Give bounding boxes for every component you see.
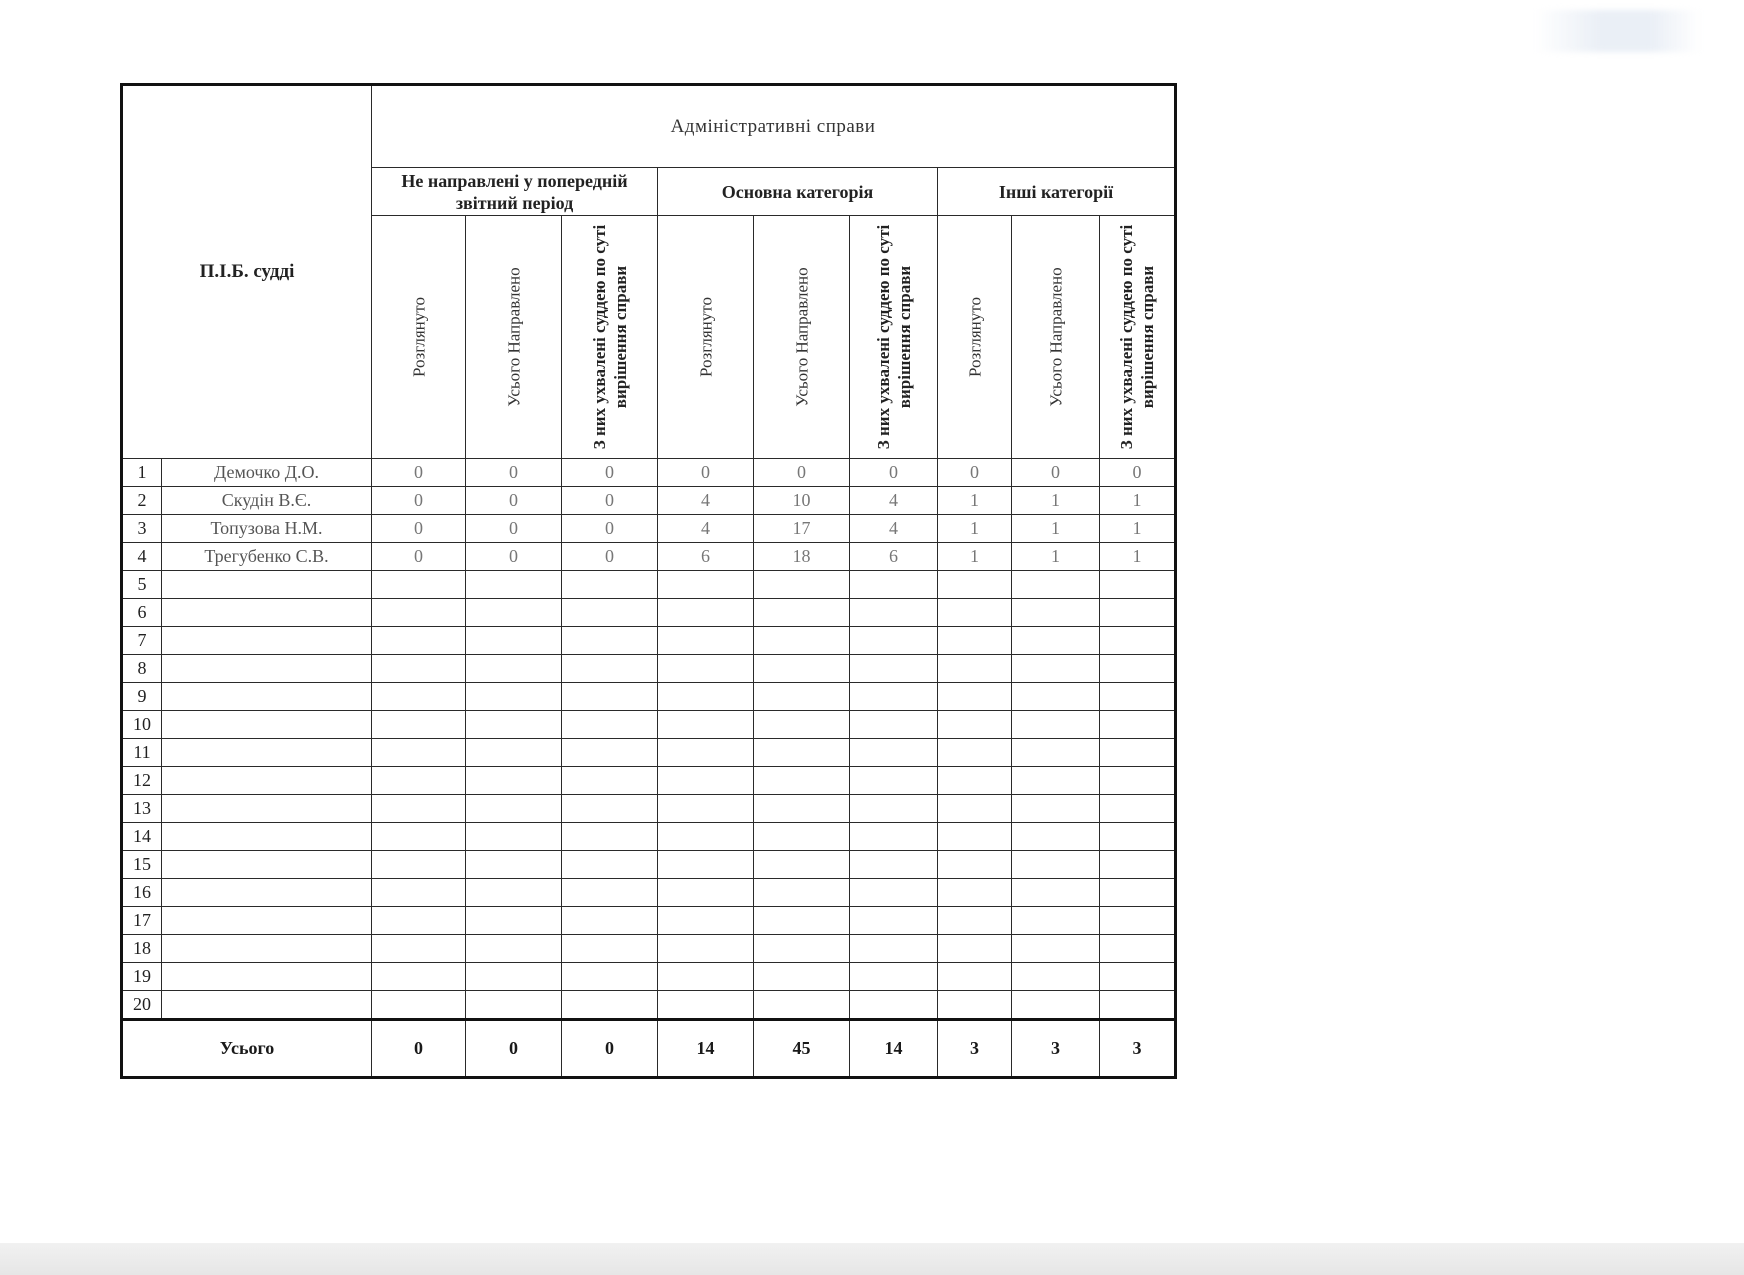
column-header-label: Розглянуто xyxy=(696,297,716,377)
value-cell: 6 xyxy=(850,543,938,571)
value-cell xyxy=(1012,655,1100,683)
row-number: 19 xyxy=(122,963,162,991)
value-cell xyxy=(562,907,658,935)
value-cell xyxy=(466,711,562,739)
value-cell: 1 xyxy=(1012,543,1100,571)
judge-name-cell xyxy=(162,767,372,795)
judge-name-cell xyxy=(162,571,372,599)
value-cell xyxy=(562,739,658,767)
value-cell xyxy=(1012,767,1100,795)
judge-name-cell xyxy=(162,935,372,963)
column-header xyxy=(562,216,658,459)
value-cell xyxy=(562,879,658,907)
table-row xyxy=(122,515,1176,543)
total-row xyxy=(122,1020,1176,1078)
row-number: 16 xyxy=(122,879,162,907)
table-row xyxy=(122,739,1176,767)
value-cell xyxy=(658,599,754,627)
value-cell xyxy=(938,683,1012,711)
value-cell: 0 xyxy=(372,459,466,487)
value-cell: 0 xyxy=(1100,459,1176,487)
value-cell xyxy=(850,823,938,851)
value-cell xyxy=(850,571,938,599)
value-cell xyxy=(562,795,658,823)
value-cell xyxy=(850,907,938,935)
table-row xyxy=(122,543,1176,571)
value-cell xyxy=(562,571,658,599)
value-cell xyxy=(466,683,562,711)
value-cell xyxy=(562,655,658,683)
table-row xyxy=(122,683,1176,711)
value-cell xyxy=(850,795,938,823)
table-row xyxy=(122,963,1176,991)
judge-name-cell: Трегубенко С.В. xyxy=(162,543,372,571)
value-cell xyxy=(754,851,850,879)
row-number: 11 xyxy=(122,739,162,767)
value-cell xyxy=(1012,627,1100,655)
row-number: 8 xyxy=(122,655,162,683)
row-number: 14 xyxy=(122,823,162,851)
table-row xyxy=(122,599,1176,627)
judge-name-cell: Скудін В.Є. xyxy=(162,487,372,515)
value-cell: 0 xyxy=(1012,459,1100,487)
value-cell xyxy=(938,963,1012,991)
value-cell xyxy=(658,851,754,879)
value-cell xyxy=(372,823,466,851)
column-header xyxy=(1012,216,1100,459)
column-header-label: З них ухвалені суддею по суті вирішення справи xyxy=(589,224,630,450)
value-cell xyxy=(1100,599,1176,627)
value-cell xyxy=(658,683,754,711)
total-value-cell: 3 xyxy=(1012,1020,1100,1078)
value-cell xyxy=(754,963,850,991)
value-cell: 18 xyxy=(754,543,850,571)
row-number: 12 xyxy=(122,767,162,795)
value-cell xyxy=(1100,655,1176,683)
table-row xyxy=(122,935,1176,963)
value-cell xyxy=(938,823,1012,851)
column-header-label: Усього Направлено xyxy=(504,267,524,407)
total-value-cell: 14 xyxy=(658,1020,754,1078)
row-number: 4 xyxy=(122,543,162,571)
table-row xyxy=(122,711,1176,739)
value-cell xyxy=(1100,963,1176,991)
value-cell xyxy=(754,879,850,907)
value-cell xyxy=(754,795,850,823)
value-cell xyxy=(466,767,562,795)
value-cell xyxy=(1100,907,1176,935)
judge-name-header: П.І.Б. судді xyxy=(122,85,372,459)
row-number: 18 xyxy=(122,935,162,963)
value-cell xyxy=(658,879,754,907)
value-cell xyxy=(938,879,1012,907)
total-value-cell: 45 xyxy=(754,1020,850,1078)
value-cell xyxy=(1012,823,1100,851)
value-cell: 0 xyxy=(562,487,658,515)
value-cell: 1 xyxy=(938,543,1012,571)
value-cell xyxy=(466,879,562,907)
value-cell xyxy=(658,823,754,851)
value-cell xyxy=(562,627,658,655)
value-cell xyxy=(658,991,754,1020)
value-cell xyxy=(562,683,658,711)
value-cell xyxy=(658,655,754,683)
value-cell xyxy=(372,655,466,683)
judge-name-cell xyxy=(162,711,372,739)
value-cell xyxy=(562,823,658,851)
value-cell xyxy=(372,571,466,599)
value-cell xyxy=(658,711,754,739)
value-cell: 0 xyxy=(466,515,562,543)
value-cell: 0 xyxy=(938,459,1012,487)
value-cell xyxy=(938,627,1012,655)
value-cell xyxy=(372,627,466,655)
value-cell xyxy=(372,879,466,907)
row-number: 9 xyxy=(122,683,162,711)
value-cell xyxy=(1012,907,1100,935)
value-cell: 1 xyxy=(938,487,1012,515)
value-cell xyxy=(938,739,1012,767)
value-cell xyxy=(938,655,1012,683)
value-cell xyxy=(658,935,754,963)
value-cell xyxy=(850,683,938,711)
value-cell: 0 xyxy=(466,459,562,487)
value-cell xyxy=(1100,739,1176,767)
value-cell: 17 xyxy=(754,515,850,543)
value-cell xyxy=(562,599,658,627)
table-row xyxy=(122,907,1176,935)
value-cell xyxy=(850,991,938,1020)
value-cell xyxy=(938,711,1012,739)
value-cell xyxy=(1012,795,1100,823)
row-number: 13 xyxy=(122,795,162,823)
value-cell xyxy=(850,739,938,767)
table-row xyxy=(122,879,1176,907)
column-header xyxy=(754,216,850,459)
judge-name-cell xyxy=(162,627,372,655)
value-cell xyxy=(754,991,850,1020)
value-cell: 1 xyxy=(1100,543,1176,571)
value-cell xyxy=(372,599,466,627)
table-row xyxy=(122,823,1176,851)
value-cell xyxy=(372,991,466,1020)
value-cell: 4 xyxy=(850,487,938,515)
value-cell xyxy=(372,767,466,795)
value-cell: 4 xyxy=(658,515,754,543)
value-cell xyxy=(1012,851,1100,879)
value-cell xyxy=(658,767,754,795)
value-cell xyxy=(754,935,850,963)
value-cell xyxy=(938,991,1012,1020)
total-value-cell: 0 xyxy=(466,1020,562,1078)
value-cell xyxy=(562,851,658,879)
value-cell xyxy=(850,963,938,991)
value-cell xyxy=(372,907,466,935)
total-label: Усього xyxy=(122,1020,372,1078)
row-number: 3 xyxy=(122,515,162,543)
table-row xyxy=(122,459,1176,487)
value-cell xyxy=(1100,795,1176,823)
value-cell xyxy=(1100,767,1176,795)
column-header-label: Усього Направлено xyxy=(792,267,812,407)
column-header-label: З них ухвалені суддею по суті вирішення справи xyxy=(1117,224,1158,450)
value-cell xyxy=(1100,711,1176,739)
value-cell: 0 xyxy=(372,487,466,515)
column-header xyxy=(1100,216,1176,459)
value-cell xyxy=(754,599,850,627)
column-header xyxy=(658,216,754,459)
value-cell xyxy=(1100,823,1176,851)
value-cell xyxy=(938,795,1012,823)
value-cell xyxy=(850,655,938,683)
value-cell xyxy=(1012,683,1100,711)
value-cell: 4 xyxy=(658,487,754,515)
value-cell xyxy=(850,879,938,907)
group-header-other-categories: Інші категорії xyxy=(938,168,1176,216)
value-cell xyxy=(658,571,754,599)
row-number: 6 xyxy=(122,599,162,627)
value-cell xyxy=(562,935,658,963)
value-cell xyxy=(466,627,562,655)
value-cell xyxy=(754,739,850,767)
value-cell xyxy=(754,907,850,935)
value-cell xyxy=(466,571,562,599)
row-number: 5 xyxy=(122,571,162,599)
value-cell xyxy=(938,599,1012,627)
value-cell xyxy=(1100,991,1176,1020)
total-value-cell: 3 xyxy=(1100,1020,1176,1078)
value-cell xyxy=(466,655,562,683)
header-row-title xyxy=(122,85,1176,168)
value-cell xyxy=(658,627,754,655)
value-cell: 0 xyxy=(658,459,754,487)
value-cell: 0 xyxy=(466,487,562,515)
value-cell xyxy=(1012,599,1100,627)
value-cell: 1 xyxy=(1012,487,1100,515)
value-cell xyxy=(466,991,562,1020)
judge-name-cell: Топузова Н.М. xyxy=(162,515,372,543)
value-cell xyxy=(1012,963,1100,991)
value-cell xyxy=(850,711,938,739)
value-cell: 10 xyxy=(754,487,850,515)
value-cell: 0 xyxy=(466,543,562,571)
row-number: 20 xyxy=(122,991,162,1020)
value-cell xyxy=(754,823,850,851)
value-cell: 0 xyxy=(372,515,466,543)
value-cell: 1 xyxy=(1100,515,1176,543)
value-cell xyxy=(466,907,562,935)
value-cell xyxy=(938,851,1012,879)
value-cell xyxy=(372,963,466,991)
scan-smudge xyxy=(1535,10,1700,52)
value-cell xyxy=(938,767,1012,795)
table-row xyxy=(122,655,1176,683)
value-cell: 0 xyxy=(850,459,938,487)
scan-edge xyxy=(0,1243,1744,1275)
table-row xyxy=(122,627,1176,655)
value-cell xyxy=(466,963,562,991)
column-header xyxy=(850,216,938,459)
row-number: 7 xyxy=(122,627,162,655)
judge-name-cell xyxy=(162,599,372,627)
judge-name-cell xyxy=(162,655,372,683)
value-cell xyxy=(372,795,466,823)
judge-name-cell xyxy=(162,991,372,1020)
row-number: 2 xyxy=(122,487,162,515)
row-number: 15 xyxy=(122,851,162,879)
total-value-cell: 3 xyxy=(938,1020,1012,1078)
column-header-label: Розглянуто xyxy=(965,297,985,377)
judge-name-cell xyxy=(162,823,372,851)
column-header-label: Усього Направлено xyxy=(1046,267,1066,407)
value-cell xyxy=(1012,739,1100,767)
value-cell xyxy=(754,711,850,739)
value-cell xyxy=(754,627,850,655)
value-cell xyxy=(1012,571,1100,599)
value-cell xyxy=(372,935,466,963)
value-cell xyxy=(562,991,658,1020)
value-cell xyxy=(466,599,562,627)
judge-name-cell xyxy=(162,907,372,935)
judge-name-cell xyxy=(162,795,372,823)
value-cell: 0 xyxy=(562,459,658,487)
value-cell xyxy=(372,851,466,879)
value-cell xyxy=(562,767,658,795)
value-cell xyxy=(1100,935,1176,963)
value-cell xyxy=(466,935,562,963)
value-cell: 0 xyxy=(754,459,850,487)
value-cell xyxy=(372,683,466,711)
value-cell xyxy=(562,963,658,991)
value-cell: 1 xyxy=(1100,487,1176,515)
value-cell xyxy=(1100,627,1176,655)
value-cell xyxy=(938,907,1012,935)
value-cell xyxy=(850,767,938,795)
value-cell: 4 xyxy=(850,515,938,543)
column-header xyxy=(938,216,1012,459)
value-cell xyxy=(1100,879,1176,907)
judge-name-cell xyxy=(162,683,372,711)
value-cell xyxy=(1012,879,1100,907)
row-number: 10 xyxy=(122,711,162,739)
judge-name-cell xyxy=(162,879,372,907)
judges-report-table xyxy=(120,83,1177,1079)
value-cell xyxy=(658,795,754,823)
value-cell: 0 xyxy=(562,515,658,543)
value-cell xyxy=(466,823,562,851)
value-cell: 0 xyxy=(562,543,658,571)
table-row xyxy=(122,851,1176,879)
value-cell xyxy=(850,627,938,655)
group-header-not-sent: Не направлені у попередній звітний період xyxy=(372,168,658,216)
total-value-cell: 0 xyxy=(372,1020,466,1078)
judge-name-cell xyxy=(162,963,372,991)
column-header-label: З них ухвалені суддею по суті вирішення справи xyxy=(873,224,914,450)
value-cell xyxy=(1012,991,1100,1020)
value-cell xyxy=(562,711,658,739)
value-cell xyxy=(658,963,754,991)
table-row xyxy=(122,991,1176,1020)
value-cell xyxy=(754,767,850,795)
value-cell xyxy=(754,571,850,599)
value-cell xyxy=(850,935,938,963)
value-cell xyxy=(466,739,562,767)
value-cell xyxy=(938,935,1012,963)
value-cell xyxy=(372,739,466,767)
value-cell xyxy=(466,795,562,823)
value-cell: 1 xyxy=(938,515,1012,543)
value-cell xyxy=(754,683,850,711)
value-cell: 0 xyxy=(372,543,466,571)
value-cell xyxy=(850,599,938,627)
judge-name-cell xyxy=(162,851,372,879)
value-cell xyxy=(1100,683,1176,711)
row-number: 17 xyxy=(122,907,162,935)
judge-name-cell: Демочко Д.О. xyxy=(162,459,372,487)
value-cell xyxy=(1100,851,1176,879)
total-value-cell: 14 xyxy=(850,1020,938,1078)
value-cell xyxy=(1012,935,1100,963)
value-cell xyxy=(658,739,754,767)
table-row xyxy=(122,795,1176,823)
value-cell xyxy=(1100,571,1176,599)
value-cell xyxy=(372,711,466,739)
value-cell xyxy=(466,851,562,879)
table-row xyxy=(122,571,1176,599)
value-cell: 6 xyxy=(658,543,754,571)
column-header xyxy=(372,216,466,459)
table-row xyxy=(122,767,1176,795)
table-row xyxy=(122,487,1176,515)
column-header xyxy=(466,216,562,459)
row-number: 1 xyxy=(122,459,162,487)
value-cell xyxy=(1012,711,1100,739)
column-header-label: Розглянуто xyxy=(409,297,429,377)
value-cell xyxy=(658,907,754,935)
total-value-cell: 0 xyxy=(562,1020,658,1078)
group-header-main-category: Основна категорія xyxy=(658,168,938,216)
judge-name-cell xyxy=(162,739,372,767)
value-cell xyxy=(938,571,1012,599)
value-cell xyxy=(850,851,938,879)
value-cell: 1 xyxy=(1012,515,1100,543)
value-cell xyxy=(754,655,850,683)
table-title: Адміністративні справи xyxy=(372,85,1176,168)
